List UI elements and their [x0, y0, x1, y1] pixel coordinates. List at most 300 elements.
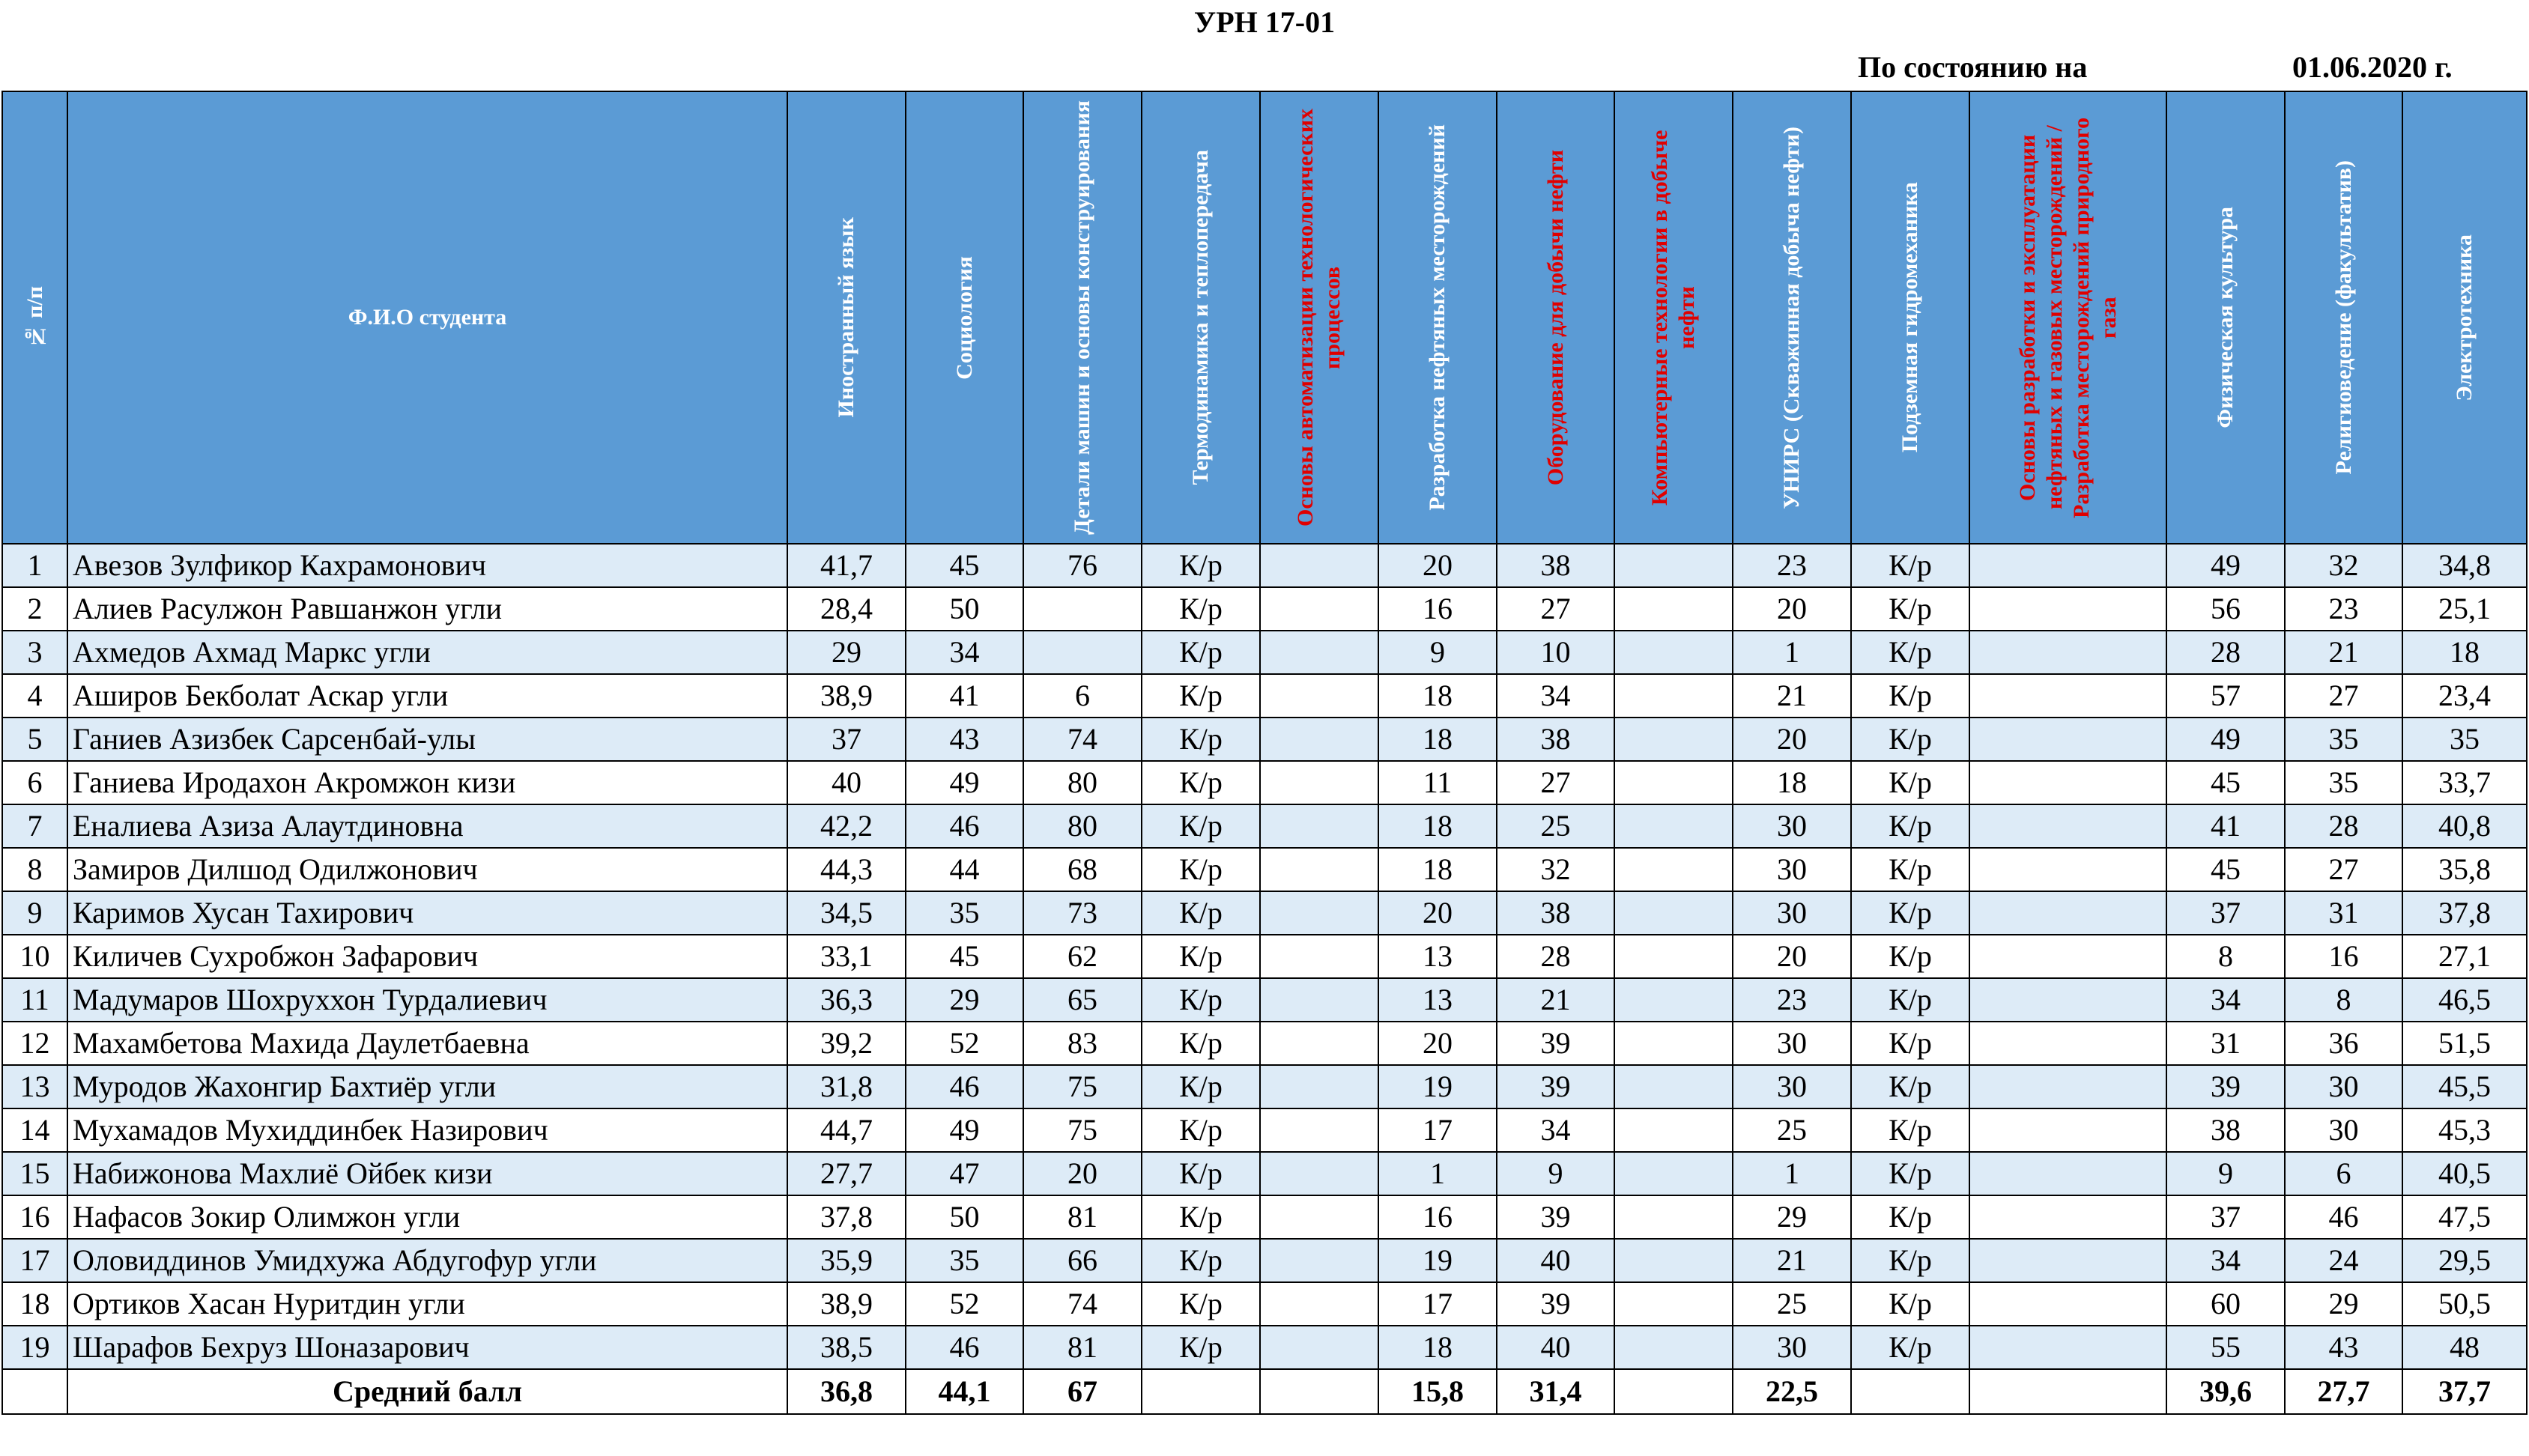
- grade-cell[interactable]: 49: [2166, 544, 2285, 587]
- column-header[interactable]: [1969, 91, 2166, 544]
- column-header[interactable]: [1378, 91, 1497, 544]
- grade-cell[interactable]: К/р: [1851, 674, 1969, 718]
- grade-cell[interactable]: 28,4: [787, 587, 906, 631]
- grade-cell[interactable]: 34: [906, 631, 1023, 674]
- grade-cell[interactable]: [1969, 1022, 2166, 1065]
- grade-cell[interactable]: 74: [1023, 718, 1142, 761]
- row-number-cell[interactable]: 9: [2, 891, 67, 935]
- row-number-cell[interactable]: 3: [2, 631, 67, 674]
- row-number-cell[interactable]: 13: [2, 1065, 67, 1108]
- grade-cell[interactable]: 81: [1023, 1195, 1142, 1239]
- average-value-cell[interactable]: 37,7: [2402, 1369, 2527, 1414]
- grade-cell[interactable]: 9: [2166, 1152, 2285, 1195]
- grade-cell[interactable]: [1969, 1152, 2166, 1195]
- grade-cell[interactable]: 47,5: [2402, 1195, 2527, 1239]
- row-number-cell[interactable]: 6: [2, 761, 67, 804]
- grade-cell[interactable]: 75: [1023, 1108, 1142, 1152]
- grade-cell[interactable]: [1260, 891, 1378, 935]
- column-header[interactable]: [1851, 91, 1969, 544]
- grade-cell[interactable]: К/р: [1142, 1195, 1260, 1239]
- student-name-cell[interactable]: Нафасов Зокир Олимжон угли: [67, 1195, 787, 1239]
- grade-cell[interactable]: [1260, 848, 1378, 891]
- grade-cell[interactable]: 68: [1023, 848, 1142, 891]
- grade-cell[interactable]: [1260, 1239, 1378, 1282]
- grade-cell[interactable]: 45,5: [2402, 1065, 2527, 1108]
- student-name-cell[interactable]: Ганиева Иродахон Акромжон кизи: [67, 761, 787, 804]
- grade-cell[interactable]: 16: [1378, 1195, 1497, 1239]
- grade-cell[interactable]: 29: [1733, 1195, 1851, 1239]
- column-header[interactable]: [1142, 91, 1260, 544]
- grade-cell[interactable]: 51,5: [2402, 1022, 2527, 1065]
- grade-cell[interactable]: [1260, 718, 1378, 761]
- grade-cell[interactable]: [1969, 1195, 2166, 1239]
- grade-cell[interactable]: [1614, 587, 1733, 631]
- grade-cell[interactable]: 25,1: [2402, 587, 2527, 631]
- grade-cell[interactable]: 32: [1497, 848, 1614, 891]
- column-header[interactable]: [1260, 91, 1378, 544]
- row-number-cell[interactable]: 10: [2, 935, 67, 978]
- grade-cell[interactable]: 21: [1733, 674, 1851, 718]
- grade-cell[interactable]: К/р: [1142, 1065, 1260, 1108]
- grade-cell[interactable]: 39: [1497, 1022, 1614, 1065]
- grade-cell[interactable]: 56: [2166, 587, 2285, 631]
- grade-cell[interactable]: 37,8: [2402, 891, 2527, 935]
- grade-cell[interactable]: 35: [906, 891, 1023, 935]
- grade-cell[interactable]: 8: [2285, 978, 2402, 1022]
- grade-cell[interactable]: 34,5: [787, 891, 906, 935]
- grade-cell[interactable]: 38: [1497, 544, 1614, 587]
- row-number-cell[interactable]: 1: [2, 544, 67, 587]
- column-header[interactable]: [2166, 91, 2285, 544]
- row-number-cell[interactable]: 12: [2, 1022, 67, 1065]
- grade-cell[interactable]: 34,8: [2402, 544, 2527, 587]
- grade-cell[interactable]: 30: [1733, 848, 1851, 891]
- grade-cell[interactable]: 17: [1378, 1282, 1497, 1326]
- grade-cell[interactable]: 20: [1733, 935, 1851, 978]
- row-number-cell[interactable]: 15: [2, 1152, 67, 1195]
- column-header[interactable]: [2402, 91, 2527, 544]
- grade-cell[interactable]: [1260, 1108, 1378, 1152]
- grade-cell[interactable]: 48: [2402, 1326, 2527, 1369]
- grade-cell[interactable]: 35,8: [2402, 848, 2527, 891]
- grade-cell[interactable]: 35: [2402, 718, 2527, 761]
- grade-cell[interactable]: 36: [2285, 1022, 2402, 1065]
- row-number-cell[interactable]: 5: [2, 718, 67, 761]
- grade-cell[interactable]: К/р: [1851, 1065, 1969, 1108]
- grade-cell[interactable]: К/р: [1142, 1108, 1260, 1152]
- average-value-cell[interactable]: [1614, 1369, 1733, 1414]
- average-value-cell[interactable]: 44,1: [906, 1369, 1023, 1414]
- grade-cell[interactable]: К/р: [1142, 1022, 1260, 1065]
- grade-cell[interactable]: 18: [1378, 718, 1497, 761]
- grade-cell[interactable]: [1614, 1065, 1733, 1108]
- grade-cell[interactable]: 27: [2285, 848, 2402, 891]
- grade-cell[interactable]: 20: [1378, 544, 1497, 587]
- student-name-cell[interactable]: Мухамадов Мухиддинбек Назирович: [67, 1108, 787, 1152]
- grade-cell[interactable]: К/р: [1851, 631, 1969, 674]
- grade-cell[interactable]: К/р: [1142, 935, 1260, 978]
- row-number-cell[interactable]: 4: [2, 674, 67, 718]
- grade-cell[interactable]: [1614, 935, 1733, 978]
- column-header[interactable]: [906, 91, 1023, 544]
- grade-cell[interactable]: К/р: [1851, 891, 1969, 935]
- grade-cell[interactable]: 39: [1497, 1065, 1614, 1108]
- grade-cell[interactable]: 44,7: [787, 1108, 906, 1152]
- grade-cell[interactable]: 21: [2285, 631, 2402, 674]
- grade-cell[interactable]: 45: [906, 544, 1023, 587]
- grade-cell[interactable]: 29: [906, 978, 1023, 1022]
- average-value-cell[interactable]: [1969, 1369, 2166, 1414]
- grade-cell[interactable]: 46: [2285, 1195, 2402, 1239]
- grade-cell[interactable]: 34: [2166, 1239, 2285, 1282]
- row-number-cell[interactable]: 2: [2, 587, 67, 631]
- grade-cell[interactable]: [1614, 1022, 1733, 1065]
- grade-cell[interactable]: К/р: [1851, 761, 1969, 804]
- grade-cell[interactable]: 1: [1378, 1152, 1497, 1195]
- grade-cell[interactable]: К/р: [1142, 674, 1260, 718]
- grade-cell[interactable]: 20: [1733, 718, 1851, 761]
- grade-cell[interactable]: К/р: [1142, 1326, 1260, 1369]
- grade-cell[interactable]: 50,5: [2402, 1282, 2527, 1326]
- grade-cell[interactable]: 16: [1378, 587, 1497, 631]
- grade-cell[interactable]: К/р: [1142, 631, 1260, 674]
- grade-cell[interactable]: 27,1: [2402, 935, 2527, 978]
- grade-cell[interactable]: 41,7: [787, 544, 906, 587]
- grade-cell[interactable]: 25: [1497, 804, 1614, 848]
- column-header[interactable]: [2, 91, 67, 544]
- grade-cell[interactable]: 40: [787, 761, 906, 804]
- row-number-cell[interactable]: 19: [2, 1326, 67, 1369]
- grade-cell[interactable]: 57: [2166, 674, 2285, 718]
- column-header[interactable]: [1023, 91, 1142, 544]
- column-header[interactable]: [2285, 91, 2402, 544]
- average-value-cell[interactable]: [1260, 1369, 1378, 1414]
- grade-cell[interactable]: 35: [2285, 718, 2402, 761]
- grade-cell[interactable]: 35: [2285, 761, 2402, 804]
- grade-cell[interactable]: [1260, 978, 1378, 1022]
- student-name-cell[interactable]: Ахмедов Ахмад Маркс угли: [67, 631, 787, 674]
- grade-cell[interactable]: [1260, 1195, 1378, 1239]
- grade-cell[interactable]: 33,7: [2402, 761, 2527, 804]
- grade-cell[interactable]: 17: [1378, 1108, 1497, 1152]
- grade-cell[interactable]: 38: [2166, 1108, 2285, 1152]
- grade-cell[interactable]: К/р: [1142, 587, 1260, 631]
- grade-cell[interactable]: К/р: [1851, 978, 1969, 1022]
- grade-cell[interactable]: К/р: [1851, 587, 1969, 631]
- grade-cell[interactable]: 40,5: [2402, 1152, 2527, 1195]
- grade-cell[interactable]: [1614, 1326, 1733, 1369]
- grade-cell[interactable]: 75: [1023, 1065, 1142, 1108]
- grade-cell[interactable]: 21: [1497, 978, 1614, 1022]
- grade-cell[interactable]: 1: [1733, 631, 1851, 674]
- grade-cell[interactable]: [1260, 1065, 1378, 1108]
- average-value-cell[interactable]: 36,8: [787, 1369, 906, 1414]
- grade-cell[interactable]: [1969, 1282, 2166, 1326]
- grade-cell[interactable]: [1614, 891, 1733, 935]
- grade-cell[interactable]: [1614, 631, 1733, 674]
- student-name-cell[interactable]: Набижонова Махлиё Ойбек кизи: [67, 1152, 787, 1195]
- grade-cell[interactable]: 25: [1733, 1282, 1851, 1326]
- grade-cell[interactable]: 34: [2166, 978, 2285, 1022]
- grade-cell[interactable]: 47: [906, 1152, 1023, 1195]
- grade-cell[interactable]: 38,5: [787, 1326, 906, 1369]
- grade-cell[interactable]: 23,4: [2402, 674, 2527, 718]
- grade-cell[interactable]: 39: [1497, 1195, 1614, 1239]
- grade-cell[interactable]: 11: [1378, 761, 1497, 804]
- grade-cell[interactable]: К/р: [1142, 978, 1260, 1022]
- grade-cell[interactable]: К/р: [1851, 544, 1969, 587]
- grade-cell[interactable]: 36,3: [787, 978, 906, 1022]
- grade-cell[interactable]: 27: [2285, 674, 2402, 718]
- grade-cell[interactable]: 37,8: [787, 1195, 906, 1239]
- grade-cell[interactable]: 39: [1497, 1282, 1614, 1326]
- grade-cell[interactable]: [1969, 1108, 2166, 1152]
- grade-cell[interactable]: 37: [2166, 1195, 2285, 1239]
- grade-cell[interactable]: 49: [906, 1108, 1023, 1152]
- grade-cell[interactable]: 41: [906, 674, 1023, 718]
- grade-cell[interactable]: [1614, 804, 1733, 848]
- grade-cell[interactable]: 30: [2285, 1065, 2402, 1108]
- row-number-cell[interactable]: 11: [2, 978, 67, 1022]
- grade-cell[interactable]: 21: [1733, 1239, 1851, 1282]
- grade-cell[interactable]: [1614, 544, 1733, 587]
- grade-cell[interactable]: 83: [1023, 1022, 1142, 1065]
- grade-cell[interactable]: 37: [2166, 891, 2285, 935]
- grade-cell[interactable]: 28: [1497, 935, 1614, 978]
- grade-cell[interactable]: [1260, 935, 1378, 978]
- student-name-cell[interactable]: Муродов Жахонгир Бахтиёр угли: [67, 1065, 787, 1108]
- grade-cell[interactable]: 81: [1023, 1326, 1142, 1369]
- row-number-cell[interactable]: 8: [2, 848, 67, 891]
- grade-cell[interactable]: 34: [1497, 1108, 1614, 1152]
- grade-cell[interactable]: 13: [1378, 935, 1497, 978]
- grade-cell[interactable]: 20: [1378, 1022, 1497, 1065]
- column-header[interactable]: [1497, 91, 1614, 544]
- grade-cell[interactable]: 37: [787, 718, 906, 761]
- grade-cell[interactable]: 73: [1023, 891, 1142, 935]
- grade-cell[interactable]: 23: [1733, 978, 1851, 1022]
- grade-cell[interactable]: К/р: [1851, 1239, 1969, 1282]
- average-value-cell[interactable]: [1851, 1369, 1969, 1414]
- grade-cell[interactable]: 38: [1497, 718, 1614, 761]
- grade-cell[interactable]: 38,9: [787, 674, 906, 718]
- student-name-cell[interactable]: Шарафов Бехруз Шоназарович: [67, 1326, 787, 1369]
- grade-cell[interactable]: 29: [2285, 1282, 2402, 1326]
- grade-cell[interactable]: 13: [1378, 978, 1497, 1022]
- grade-cell[interactable]: 44: [906, 848, 1023, 891]
- grade-cell[interactable]: К/р: [1851, 804, 1969, 848]
- grade-cell[interactable]: 43: [2285, 1326, 2402, 1369]
- grade-cell[interactable]: 31,8: [787, 1065, 906, 1108]
- grade-cell[interactable]: 18: [1378, 674, 1497, 718]
- grade-cell[interactable]: 39: [2166, 1065, 2285, 1108]
- student-name-cell[interactable]: Ортиков Хасан Нуритдин угли: [67, 1282, 787, 1326]
- grade-cell[interactable]: 52: [906, 1022, 1023, 1065]
- grade-cell[interactable]: 24: [2285, 1239, 2402, 1282]
- grade-cell[interactable]: 49: [2166, 718, 2285, 761]
- grade-cell[interactable]: [1614, 848, 1733, 891]
- grade-cell[interactable]: 50: [906, 587, 1023, 631]
- grade-cell[interactable]: [1614, 1239, 1733, 1282]
- grade-cell[interactable]: 18: [1733, 761, 1851, 804]
- grade-cell[interactable]: [1614, 674, 1733, 718]
- grade-cell[interactable]: [1023, 587, 1142, 631]
- grade-cell[interactable]: 28: [2285, 804, 2402, 848]
- grade-cell[interactable]: К/р: [1851, 1326, 1969, 1369]
- grade-cell[interactable]: [1023, 631, 1142, 674]
- grade-cell[interactable]: 38: [1497, 891, 1614, 935]
- average-value-cell[interactable]: 31,4: [1497, 1369, 1614, 1414]
- grade-cell[interactable]: 27: [1497, 761, 1614, 804]
- grade-cell[interactable]: [1260, 544, 1378, 587]
- row-number-cell[interactable]: 18: [2, 1282, 67, 1326]
- grade-cell[interactable]: 49: [906, 761, 1023, 804]
- grade-cell[interactable]: [1614, 1195, 1733, 1239]
- grade-cell[interactable]: К/р: [1142, 848, 1260, 891]
- grade-cell[interactable]: К/р: [1851, 848, 1969, 891]
- student-name-cell[interactable]: Оловиддинов Умидхужа Абдугофур угли: [67, 1239, 787, 1282]
- grade-cell[interactable]: [1969, 1326, 2166, 1369]
- grade-cell[interactable]: К/р: [1142, 1282, 1260, 1326]
- grade-cell[interactable]: 6: [2285, 1152, 2402, 1195]
- grade-cell[interactable]: 35,9: [787, 1239, 906, 1282]
- grade-cell[interactable]: 34: [1497, 674, 1614, 718]
- grade-cell[interactable]: [1260, 804, 1378, 848]
- grade-cell[interactable]: [1614, 1282, 1733, 1326]
- grade-cell[interactable]: 19: [1378, 1239, 1497, 1282]
- grade-cell[interactable]: 46: [906, 804, 1023, 848]
- grade-cell[interactable]: 43: [906, 718, 1023, 761]
- grade-cell[interactable]: 45: [906, 935, 1023, 978]
- grade-cell[interactable]: 30: [1733, 1326, 1851, 1369]
- grade-cell[interactable]: 52: [906, 1282, 1023, 1326]
- grade-cell[interactable]: [1969, 978, 2166, 1022]
- grade-cell[interactable]: [1260, 631, 1378, 674]
- grade-cell[interactable]: [1260, 761, 1378, 804]
- grade-cell[interactable]: [1969, 761, 2166, 804]
- grade-cell[interactable]: 1: [1733, 1152, 1851, 1195]
- column-header[interactable]: [787, 91, 906, 544]
- grade-cell[interactable]: [1969, 631, 2166, 674]
- student-name-cell[interactable]: Каримов Хусан Тахирович: [67, 891, 787, 935]
- grade-cell[interactable]: 23: [1733, 544, 1851, 587]
- grade-cell[interactable]: [1260, 1282, 1378, 1326]
- row-number-cell[interactable]: 14: [2, 1108, 67, 1152]
- student-name-cell[interactable]: Мадумаров Шохруххон Турдалиевич: [67, 978, 787, 1022]
- grade-cell[interactable]: 30: [1733, 804, 1851, 848]
- grade-cell[interactable]: 30: [1733, 891, 1851, 935]
- grade-cell[interactable]: 41: [2166, 804, 2285, 848]
- grade-cell[interactable]: 31: [2166, 1022, 2285, 1065]
- grade-cell[interactable]: К/р: [1851, 1195, 1969, 1239]
- grade-cell[interactable]: 38,9: [787, 1282, 906, 1326]
- grade-cell[interactable]: 18: [1378, 804, 1497, 848]
- grade-cell[interactable]: 27,7: [787, 1152, 906, 1195]
- grade-cell[interactable]: 35: [906, 1239, 1023, 1282]
- grade-cell[interactable]: [1260, 674, 1378, 718]
- grade-cell[interactable]: 80: [1023, 761, 1142, 804]
- student-name-cell[interactable]: Еналиева Азиза Алаутдиновна: [67, 804, 787, 848]
- grade-cell[interactable]: 33,1: [787, 935, 906, 978]
- column-header[interactable]: [67, 91, 787, 544]
- grade-cell[interactable]: 29,5: [2402, 1239, 2527, 1282]
- grade-cell[interactable]: [1969, 674, 2166, 718]
- student-name-cell[interactable]: Замиров Дилшод Одилжонович: [67, 848, 787, 891]
- average-value-cell[interactable]: 15,8: [1378, 1369, 1497, 1414]
- grade-cell[interactable]: 30: [1733, 1065, 1851, 1108]
- grade-cell[interactable]: 50: [906, 1195, 1023, 1239]
- student-name-cell[interactable]: Киличев Сухробжон Зафарович: [67, 935, 787, 978]
- grade-cell[interactable]: 74: [1023, 1282, 1142, 1326]
- grade-cell[interactable]: К/р: [1142, 804, 1260, 848]
- average-value-cell[interactable]: 67: [1023, 1369, 1142, 1414]
- grade-cell[interactable]: 40,8: [2402, 804, 2527, 848]
- grade-cell[interactable]: [1614, 718, 1733, 761]
- average-value-cell[interactable]: [1142, 1369, 1260, 1414]
- grade-cell[interactable]: 19: [1378, 1065, 1497, 1108]
- grade-cell[interactable]: [1614, 978, 1733, 1022]
- average-value-cell[interactable]: 27,7: [2285, 1369, 2402, 1414]
- grade-cell[interactable]: 8: [2166, 935, 2285, 978]
- grade-cell[interactable]: 31: [2285, 891, 2402, 935]
- grade-cell[interactable]: К/р: [1851, 935, 1969, 978]
- column-header[interactable]: [1614, 91, 1733, 544]
- grade-cell[interactable]: 46: [906, 1326, 1023, 1369]
- grade-cell[interactable]: 45: [2166, 761, 2285, 804]
- student-name-cell[interactable]: Махамбетова Махида Даулетбаевна: [67, 1022, 787, 1065]
- grade-cell[interactable]: 30: [1733, 1022, 1851, 1065]
- grade-cell[interactable]: 46: [906, 1065, 1023, 1108]
- grade-cell[interactable]: [1260, 587, 1378, 631]
- grade-cell[interactable]: 46,5: [2402, 978, 2527, 1022]
- grade-cell[interactable]: [1969, 804, 2166, 848]
- grade-cell[interactable]: 29: [787, 631, 906, 674]
- grade-cell[interactable]: К/р: [1142, 891, 1260, 935]
- student-name-cell[interactable]: Аширов Бекболат Аскар угли: [67, 674, 787, 718]
- grade-cell[interactable]: 18: [1378, 1326, 1497, 1369]
- grade-cell[interactable]: К/р: [1851, 1152, 1969, 1195]
- student-name-cell[interactable]: Алиев Расулжон Равшанжон угли: [67, 587, 787, 631]
- grade-cell[interactable]: 80: [1023, 804, 1142, 848]
- grade-cell[interactable]: 20: [1023, 1152, 1142, 1195]
- grade-cell[interactable]: 65: [1023, 978, 1142, 1022]
- average-value-cell[interactable]: 22,5: [1733, 1369, 1851, 1414]
- grade-cell[interactable]: К/р: [1142, 1152, 1260, 1195]
- grade-cell[interactable]: [1260, 1022, 1378, 1065]
- grade-cell[interactable]: [1614, 1152, 1733, 1195]
- grade-cell[interactable]: К/р: [1851, 1022, 1969, 1065]
- grade-cell[interactable]: 76: [1023, 544, 1142, 587]
- grade-cell[interactable]: 45,3: [2402, 1108, 2527, 1152]
- student-name-cell[interactable]: Ганиев Азизбек Сарсенбай-улы: [67, 718, 787, 761]
- grade-cell[interactable]: 9: [1378, 631, 1497, 674]
- grade-cell[interactable]: 25: [1733, 1108, 1851, 1152]
- grade-cell[interactable]: К/р: [1142, 544, 1260, 587]
- row-number-cell[interactable]: 16: [2, 1195, 67, 1239]
- row-number-cell[interactable]: 17: [2, 1239, 67, 1282]
- grade-cell[interactable]: К/р: [1851, 718, 1969, 761]
- grade-cell[interactable]: 62: [1023, 935, 1142, 978]
- grade-cell[interactable]: 20: [1378, 891, 1497, 935]
- grade-cell[interactable]: К/р: [1142, 1239, 1260, 1282]
- grade-cell[interactable]: 28: [2166, 631, 2285, 674]
- grade-cell[interactable]: К/р: [1851, 1108, 1969, 1152]
- grade-cell[interactable]: [1969, 587, 2166, 631]
- grade-cell[interactable]: [1969, 935, 2166, 978]
- grade-cell[interactable]: К/р: [1142, 718, 1260, 761]
- student-name-cell[interactable]: Авезов Зулфикор Кахрамонович: [67, 544, 787, 587]
- grade-cell[interactable]: 66: [1023, 1239, 1142, 1282]
